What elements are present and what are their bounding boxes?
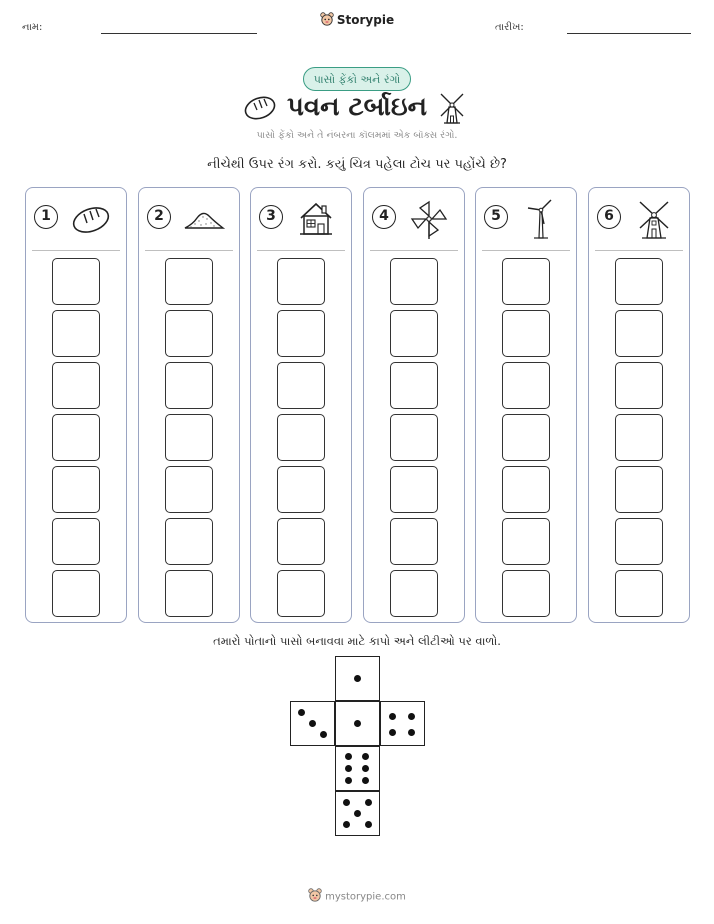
die-pip bbox=[354, 810, 361, 817]
column-divider bbox=[257, 250, 345, 251]
color-box[interactable] bbox=[165, 362, 213, 409]
die-pip bbox=[408, 729, 415, 736]
color-box[interactable] bbox=[390, 466, 438, 513]
die-pip bbox=[354, 720, 361, 727]
color-box[interactable] bbox=[277, 362, 325, 409]
color-box[interactable] bbox=[277, 518, 325, 565]
die-pip bbox=[343, 799, 350, 806]
name-line[interactable] bbox=[101, 33, 257, 34]
subtitle: પાસો ફેંકો અને તે નંબરના કૉલમમાં એક બૉક્સ રંગો. bbox=[256, 130, 458, 141]
die-pip bbox=[298, 709, 305, 716]
color-box[interactable] bbox=[277, 258, 325, 305]
page-title: પવન ટર્બાઇન bbox=[287, 92, 427, 122]
column-number: 6 bbox=[597, 205, 621, 229]
color-box[interactable] bbox=[502, 466, 550, 513]
column-5 bbox=[475, 187, 577, 623]
color-box[interactable] bbox=[52, 362, 100, 409]
die-pip bbox=[354, 675, 361, 682]
color-box[interactable] bbox=[165, 258, 213, 305]
color-box[interactable] bbox=[52, 570, 100, 617]
die-pip bbox=[345, 765, 352, 772]
date-line[interactable] bbox=[567, 33, 691, 34]
color-box[interactable] bbox=[615, 310, 663, 357]
die-pip bbox=[365, 799, 372, 806]
brand-name: Storypie bbox=[336, 13, 395, 27]
color-box[interactable] bbox=[502, 362, 550, 409]
color-box[interactable] bbox=[615, 570, 663, 617]
die-pip bbox=[362, 777, 369, 784]
die-pip bbox=[345, 753, 352, 760]
color-box[interactable] bbox=[502, 310, 550, 357]
die-face-6 bbox=[335, 746, 380, 791]
bread-icon bbox=[70, 198, 112, 240]
color-box[interactable] bbox=[277, 310, 325, 357]
color-box[interactable] bbox=[277, 414, 325, 461]
column-divider bbox=[595, 250, 683, 251]
bear-logo-icon bbox=[320, 12, 334, 29]
die-face-1 bbox=[335, 656, 380, 701]
die-face-1 bbox=[335, 701, 380, 746]
windmill-icon bbox=[633, 198, 675, 240]
brand-logo bbox=[0, 12, 714, 29]
color-box[interactable] bbox=[277, 570, 325, 617]
windmill-icon bbox=[437, 92, 467, 128]
color-box[interactable] bbox=[165, 518, 213, 565]
die-pip bbox=[408, 713, 415, 720]
color-box[interactable] bbox=[52, 258, 100, 305]
column-6 bbox=[588, 187, 690, 623]
color-box[interactable] bbox=[615, 466, 663, 513]
name-label: નામ: bbox=[22, 22, 43, 33]
color-box[interactable] bbox=[615, 518, 663, 565]
column-divider bbox=[32, 250, 120, 251]
column-divider bbox=[145, 250, 233, 251]
color-box[interactable] bbox=[390, 570, 438, 617]
die-pip bbox=[389, 713, 396, 720]
column-3 bbox=[250, 187, 352, 623]
color-box[interactable] bbox=[502, 518, 550, 565]
color-box[interactable] bbox=[390, 362, 438, 409]
date-label: તારીખ: bbox=[495, 22, 524, 33]
column-number: 4 bbox=[372, 205, 396, 229]
die-pip bbox=[389, 729, 396, 736]
die-pip bbox=[345, 777, 352, 784]
color-box[interactable] bbox=[615, 414, 663, 461]
flour-pile-icon bbox=[183, 198, 225, 240]
column-number: 5 bbox=[484, 205, 508, 229]
color-box[interactable] bbox=[165, 570, 213, 617]
column-4 bbox=[363, 187, 465, 623]
die-pip bbox=[309, 720, 316, 727]
color-box[interactable] bbox=[390, 310, 438, 357]
color-box[interactable] bbox=[615, 362, 663, 409]
color-box[interactable] bbox=[502, 414, 550, 461]
column-number: 3 bbox=[259, 205, 283, 229]
column-divider bbox=[482, 250, 570, 251]
color-box[interactable] bbox=[165, 310, 213, 357]
die-pip bbox=[365, 821, 372, 828]
die-pip bbox=[362, 765, 369, 772]
color-box[interactable] bbox=[615, 258, 663, 305]
house-icon bbox=[295, 198, 337, 240]
color-box[interactable] bbox=[390, 414, 438, 461]
color-box[interactable] bbox=[502, 258, 550, 305]
color-box[interactable] bbox=[277, 466, 325, 513]
column-number: 2 bbox=[147, 205, 171, 229]
color-box[interactable] bbox=[390, 518, 438, 565]
die-face-3 bbox=[290, 701, 335, 746]
die-pip bbox=[362, 753, 369, 760]
column-1 bbox=[25, 187, 127, 623]
color-box[interactable] bbox=[52, 518, 100, 565]
wind-turbine-icon bbox=[520, 198, 562, 240]
color-box[interactable] bbox=[502, 570, 550, 617]
color-box[interactable] bbox=[52, 466, 100, 513]
die-face-5 bbox=[335, 791, 380, 836]
pinwheel-icon bbox=[408, 198, 450, 240]
column-number: 1 bbox=[34, 205, 58, 229]
die-face-4 bbox=[380, 701, 425, 746]
column-2 bbox=[138, 187, 240, 623]
footer-url[interactable]: mystorypie.com bbox=[325, 891, 406, 903]
die-pip bbox=[320, 731, 327, 738]
cut-fold-instruction: તમારો પોતાનો પાસો બનાવવા માટે કાપો અને લીટીઓ પર વાળો. bbox=[213, 634, 501, 648]
color-box[interactable] bbox=[52, 414, 100, 461]
color-box[interactable] bbox=[52, 310, 100, 357]
activity-badge: પાસો ફેંકો અને રંગો bbox=[303, 67, 411, 91]
color-box[interactable] bbox=[165, 466, 213, 513]
column-divider bbox=[370, 250, 458, 251]
color-box[interactable] bbox=[165, 414, 213, 461]
question-text: નીચેથી ઉપર રંગ કરો. કયું ચિત્ર પહેલા ટોચ પર પહોંચે છે? bbox=[207, 157, 507, 172]
bear-logo-icon bbox=[308, 888, 322, 905]
color-box[interactable] bbox=[390, 258, 438, 305]
die-pip bbox=[343, 821, 350, 828]
footer bbox=[0, 888, 714, 905]
